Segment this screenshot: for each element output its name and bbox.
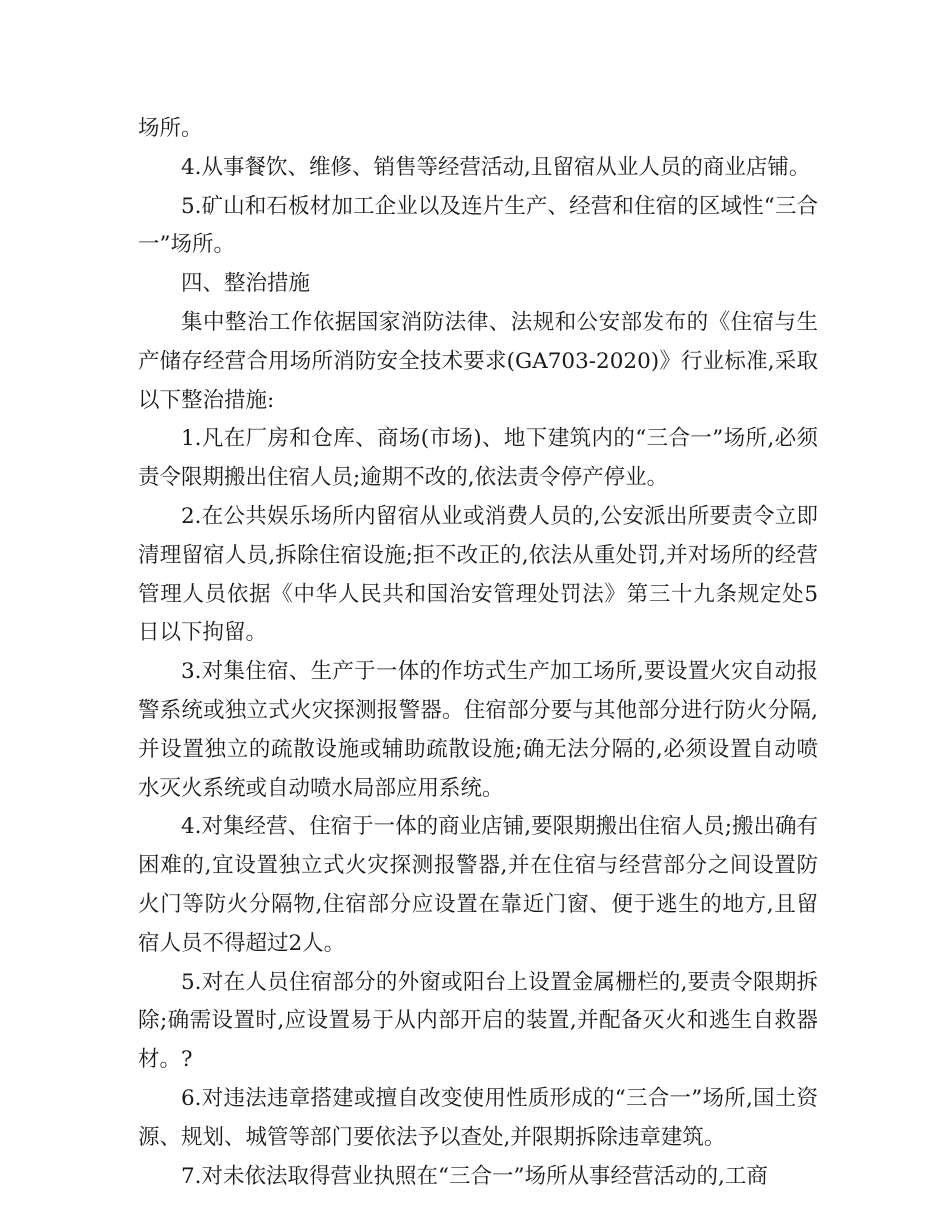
list-item: 3.对集住宿、生产于一体的作坊式生产加工场所,要设置火灾自动报警系统或独立式火灾探测报警器。住宿部分要与其他部分进行防火分隔,并设置独立的疏散设施或辅助疏散设施;确无法分隔的,必须设置自动喷水灭火系统或自动喷水局部应用系统。: [138, 659, 818, 801]
paragraph: 4.从事餐饮、维修、销售等经营活动,且留宿从业人员的商业店铺。: [181, 154, 811, 180]
list-item: 5.对在人员住宿部分的外窗或阳台上设置金属栅栏的,要责令限期拆除;确需设置时,应设置易于从内部开启的装置,并配备灭火和逃生自救器材。?: [138, 969, 818, 1073]
section-heading: 四、整治措施: [181, 271, 311, 297]
document-body: [138, 110, 818, 1196]
paragraph: 集中整治工作依据国家消防法律、法规和公安部发布的《住宿与生产储存经营合用场所消防安全技术要求(GA703-2020)》行业标准,采取以下整治措施:: [138, 309, 818, 413]
paragraph: 场所。: [138, 116, 203, 141]
list-item: 2.在公共娱乐场所内留宿从业或消费人员的,公安派出所要责令立即清理留宿人员,拆除住宿设施;拒不改正的,依法从重处罚,并对场所的经营管理人员依据《中华人民共和国治安管理处罚法》第三十九条规定处5日以下拘留。: [138, 503, 818, 646]
list-item: 6.对违法违章搭建或擅自改变使用性质形成的“三合一”场所,国土资源、规划、城管等部门要依法予以查处,并限期拆除违章建筑。: [138, 1085, 818, 1150]
list-item: 4.对集经营、住宿于一体的商业店铺,要限期搬出住宿人员;搬出确有困难的,宜设置独立式火灾探测报警器,并在住宿与经营部分之间设置防火门等防火分隔物,住宿部分应设置在靠近门窗、便于逃生的地方,且留宿人员不得超过2人。: [138, 814, 818, 956]
list-item: 7.对未依法取得营业执照在“三合一”场所从事经营活动的,工商: [181, 1163, 768, 1189]
paragraph: 5.矿山和石板材加工企业以及连片生产、经营和住宿的区域性“三合一”场所。: [138, 193, 818, 258]
list-item: 1.凡在厂房和仓库、商场(市场)、地下建筑内的“三合一”场所,必须责令限期搬出住宿人员;逾期不改的,依法责令停产停业。: [138, 426, 818, 491]
